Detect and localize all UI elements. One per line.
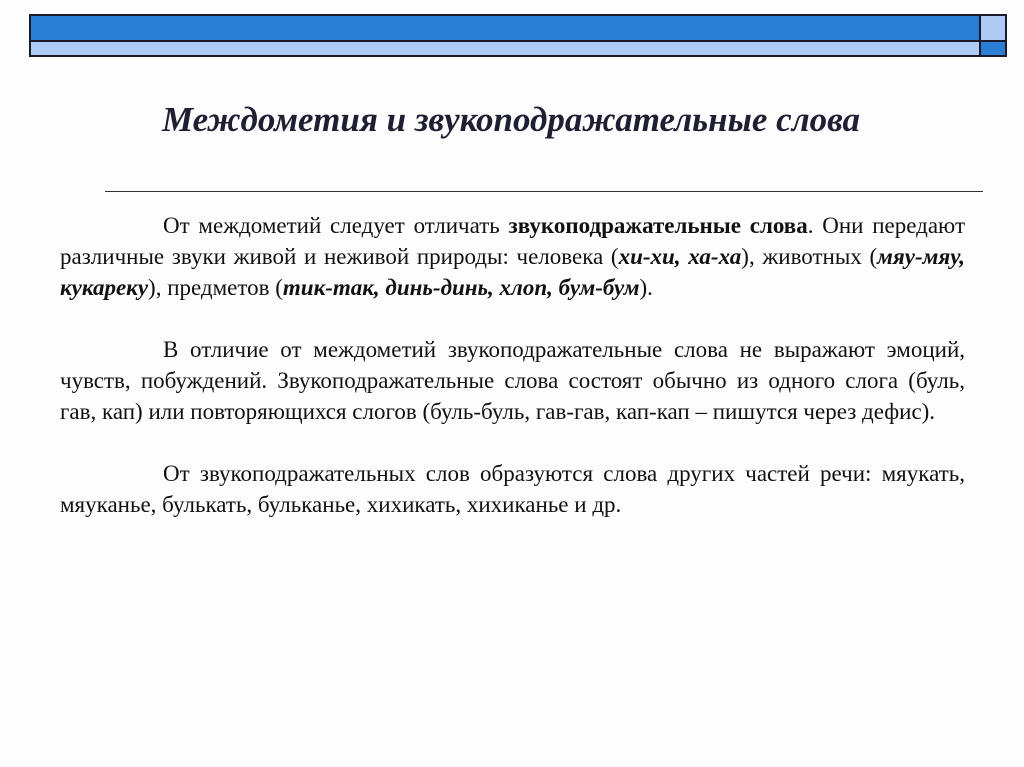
text-segment: От звукоподражательных слов образуются слова других частей речи: мяукать, мяуканье, булькать, бульканье, хихикать, хихиканье и др. [60,461,965,517]
text-segment: ), животных ( [741,244,878,269]
emphasized-text: мяу-мяу, кукареку [60,244,966,300]
header-square-light [979,14,1007,41]
emphasized-text: тик-так, динь-динь, хлоп, бум-бум [282,275,640,300]
title-divider [105,191,983,192]
header-bar-dark [29,14,981,41]
slide-title-text: Междометия и звукоподражательные слова [161,100,861,139]
paragraph-3 [60,458,965,520]
slide-title [0,100,1024,140]
text-segment: ), предметов ( [148,275,283,300]
text-segment: ). [639,275,653,300]
paragraph-2 [60,334,965,427]
text-segment: В отличие от междометий звукоподражательные слова не выражают эмоций, чувств, побуждений. Звукоподражательные слова состоят обычно из одного слога (буль, гав, кап) или повторяющихся слогов (буль-буль, гав-гав, кап-кап – пишутся через дефис). [60,337,965,424]
header-bar-light [29,40,981,57]
emphasized-text: хи-хи, ха-ха [618,244,742,269]
slide-body [60,210,965,551]
text-segment: . Они передают различные звуки живой и неживой природы: человека ( [60,213,965,269]
text-segment: От междометий следует отличать [163,213,509,238]
header-square-dark [979,40,1007,57]
paragraph-1 [60,210,965,303]
emphasized-text: звукоподражательные слова [508,213,808,238]
